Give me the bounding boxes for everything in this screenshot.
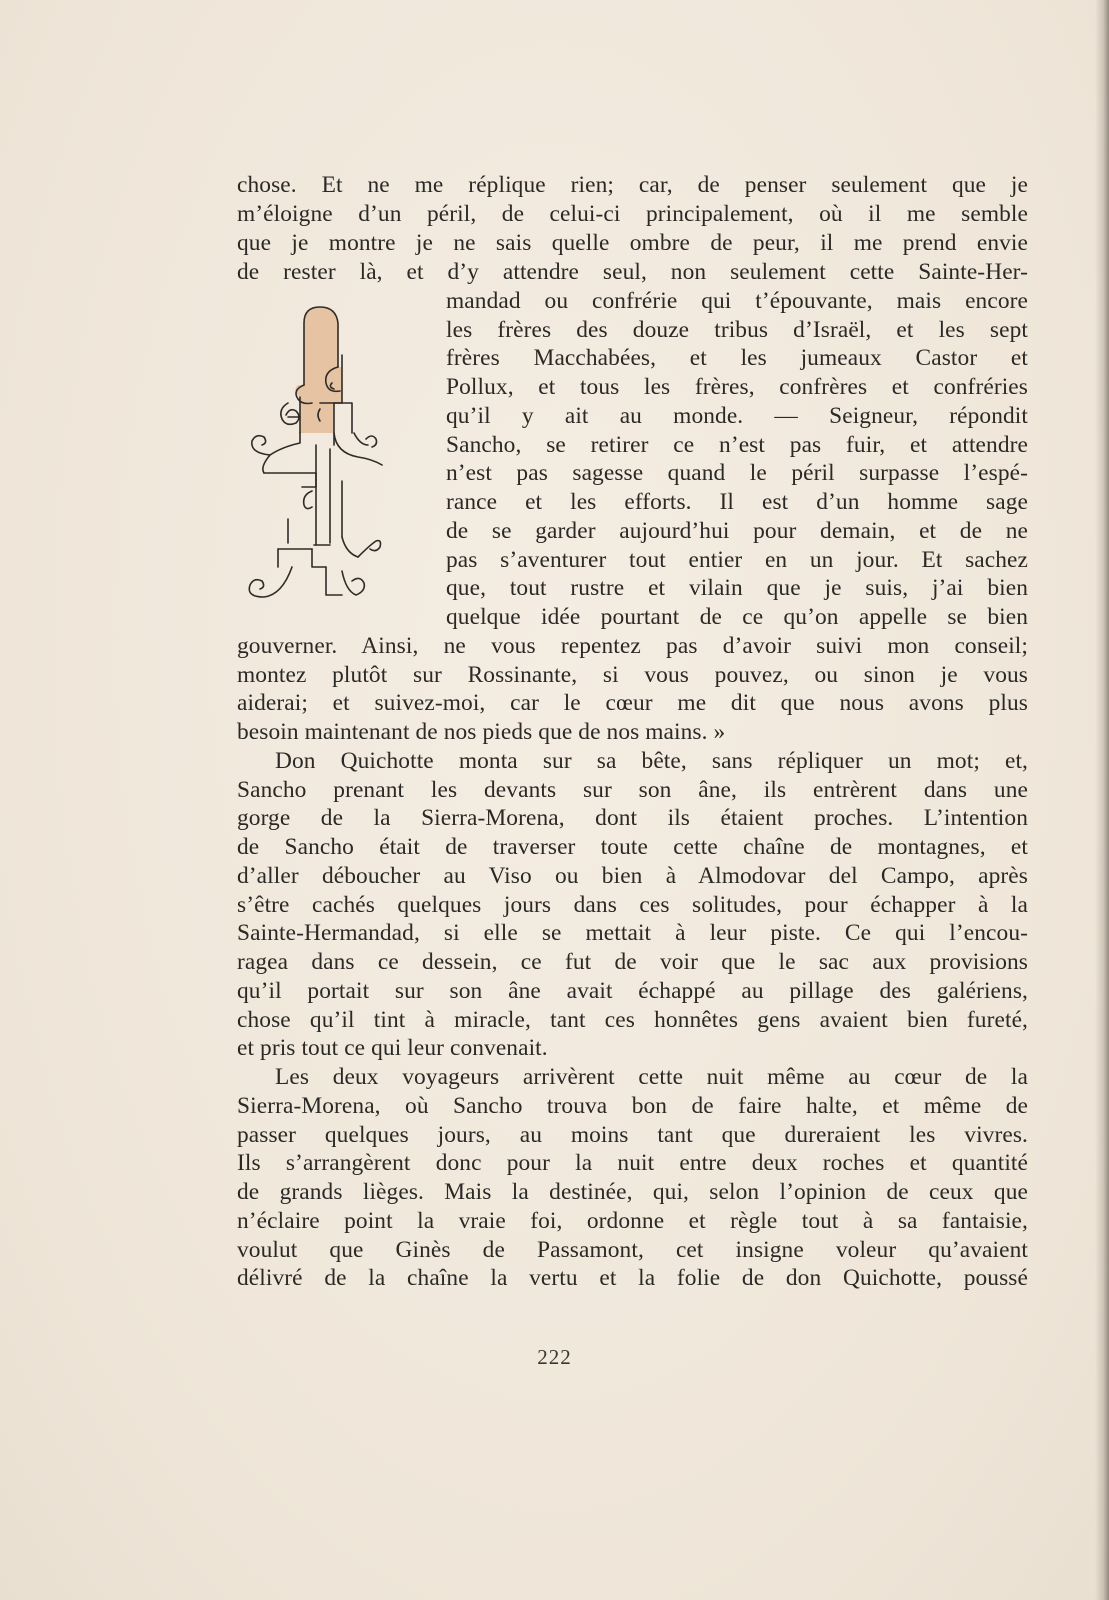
text-line: Sancho prenant les devants sur son âne, ils entrèrent dans une <box>237 777 1028 803</box>
text-line: que, tout rustre et vilain que je suis, j’ai bien <box>446 575 1028 601</box>
text-line: de se garder aujourd’hui pour demain, et de ne <box>446 518 1028 544</box>
text-line: passer quelques jours, au moins tant que dureraient les vivres. <box>237 1122 1028 1148</box>
text-line: chose qu’il tint à miracle, tant ces honnêtes gens avaient bien fureté, <box>237 1007 1028 1033</box>
text-line: gouverner. Ainsi, ne vous repentez pas d’avoir suivi mon conseil; <box>237 633 1028 659</box>
text-line: les frères des douze tribus d’Israël, et les sept <box>446 317 1028 343</box>
text-line: Sancho, se retirer ce n’est pas fuir, et attendre <box>446 432 1028 458</box>
paragraph-first-line: Don Quichotte monta sur sa bête, sans répliquer un mot; et, <box>275 748 1028 774</box>
text-line: de grands lièges. Mais la destinée, qui, selon l’opinion de ceux que <box>237 1179 1028 1205</box>
text-line: que je montre je ne sais quelle ombre de peur, il me prend envie <box>237 230 1028 256</box>
text-line: Pollux, et tous les frères, confrères et confréries <box>446 374 1028 400</box>
text-line: montez plutôt sur Rossinante, si vous pouvez, ou sinon je vous <box>237 662 1028 688</box>
text-line: besoin maintenant de nos pieds que de nos mains. » <box>237 719 726 745</box>
text-line: rance et les efforts. Il est d’un homme sage <box>446 489 1028 515</box>
text-line: aiderai; et suivez-moi, car le cœur me dit que nous avons plus <box>237 690 1028 716</box>
text-line: voulut que Ginès de Passamont, cet insigne voleur qu’avaient <box>237 1237 1028 1263</box>
paragraph-first-line: Les deux voyageurs arrivèrent cette nuit même au cœur de la <box>275 1064 1028 1090</box>
text-line: ragea dans ce dessein, ce fut de voir que le sac aux provisions <box>237 949 1028 975</box>
text-line: n’éclaire point la vraie foi, ordonne et règle tout à sa fantaisie, <box>237 1208 1028 1234</box>
text-line: délivré de la chaîne la vertu et la folie de don Quichotte, poussé <box>237 1265 1028 1291</box>
page-number: 222 <box>537 1345 572 1369</box>
text-line: qu’il y ait au monde. — Seigneur, répondit <box>446 403 1028 429</box>
text-line: frères Macchabées, et les jumeaux Castor et <box>446 345 1028 371</box>
text-line: quelque idée pourtant de ce qu’on appelle se bien <box>446 604 1028 630</box>
text-line: gorge de la Sierra-Morena, dont ils étaient proches. L’intention <box>237 805 1028 831</box>
text-line: chose. Et ne me réplique rien; car, de penser seulement que je <box>237 172 1028 198</box>
text-line: qu’il portait sur son âne avait échappé au pillage des galériens, <box>237 978 1028 1004</box>
text-line: de Sancho était de traverser toute cette chaîne de montagnes, et <box>237 834 1028 860</box>
text-line: d’aller déboucher au Viso ou bien à Almodovar del Campo, après <box>237 863 1028 889</box>
text-line: de rester là, et d’y attendre seul, non seulement cette Sainte-Her- <box>237 259 1028 285</box>
text-line: Ils s’arrangèrent donc pour la nuit entre deux roches et quantité <box>237 1150 1028 1176</box>
text-line: n’est pas sagesse quand le péril surpasse l’espé- <box>446 460 1028 486</box>
text-line: pas s’aventurer tout entier en un jour. Et sachez <box>446 547 1028 573</box>
text-line: Sainte-Hermandad, si elle se mettait à leur piste. Ce qui l’encou- <box>237 920 1028 946</box>
text-line: m’éloigne d’un péril, de celui-ci principalement, où il me semble <box>237 201 1028 227</box>
decorative-figure-ornament-icon <box>242 305 412 620</box>
text-line: s’être cachés quelques jours dans ces solitudes, pour échapper à la <box>237 892 1028 918</box>
text-line: mandad ou confrérie qui t’épouvante, mais encore <box>446 288 1028 314</box>
text-line: et pris tout ce qui leur convenait. <box>237 1035 548 1061</box>
text-line: Sierra-Morena, où Sancho trouva bon de faire halte, et même de <box>237 1093 1028 1119</box>
